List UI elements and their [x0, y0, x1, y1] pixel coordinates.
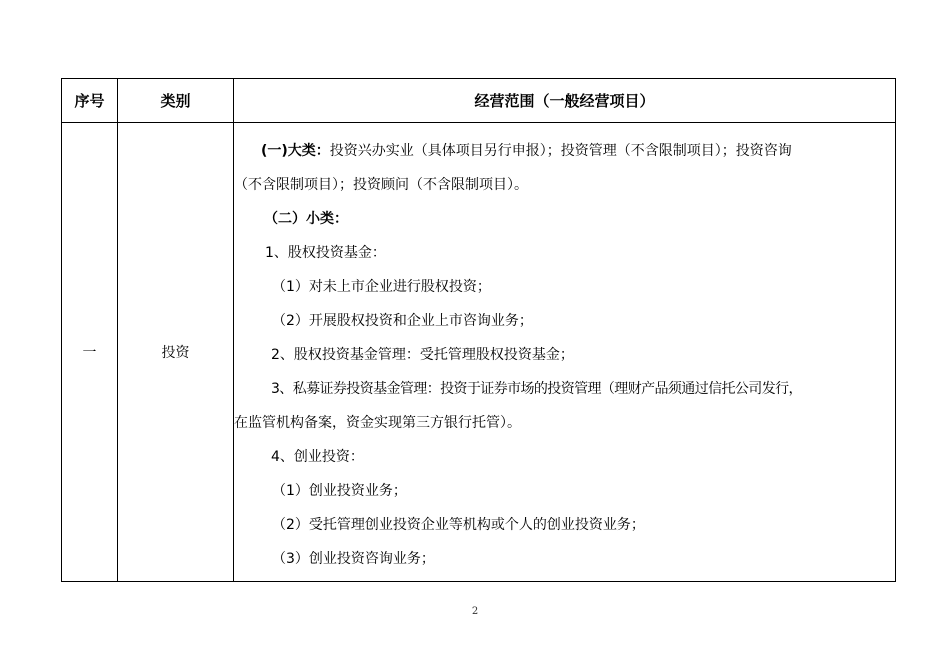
table-header-row	[62, 79, 896, 123]
major-text-line1: 投资兴办实业（具体项目另行申报）；投资管理（不含限制项目）；投资咨询	[329, 142, 792, 159]
item-4: 4、创业投资：	[271, 448, 364, 465]
row-index: 一	[62, 123, 118, 582]
item-3-line-2: 在监管机构备案，资金实现第三方银行托管）。	[234, 414, 521, 431]
major-category-paragraph	[234, 143, 895, 194]
item-2: 2、股权投资基金管理：受托管理股权投资基金；	[271, 346, 574, 363]
header-category: 类别	[118, 79, 234, 123]
business-scope-table	[61, 78, 896, 582]
major-line-1	[234, 143, 895, 160]
item-1: 1、股权投资基金：	[265, 244, 386, 261]
major-label: (一)大类：	[261, 142, 330, 159]
row-scope-content	[234, 123, 896, 582]
major-text-line2: （不含限制项目）；投资顾问（不含限制项目）。	[234, 176, 528, 193]
item-4-sub-2: （2）受托管理创业投资企业等机构或个人的创业投资业务；	[272, 516, 645, 533]
row-category: 投资	[118, 123, 234, 582]
page-number: 2	[471, 606, 479, 617]
table-row	[62, 123, 896, 582]
header-index: 序号	[62, 79, 118, 123]
item-4-sub-1: （1）创业投资业务；	[272, 482, 407, 499]
minor-category-label: （二）小类：	[264, 210, 348, 227]
header-scope: 经营范围（一般经营项目）	[234, 79, 896, 123]
item-3-line-1: 3、私募证券投资基金管理：投资于证券市场的投资管理（理财产品须通过信托公司发行，	[271, 380, 802, 397]
item-1-sub-2: （2）开展股权投资和企业上市咨询业务；	[272, 312, 533, 329]
item-1-sub-1: （1）对未上市企业进行股权投资；	[272, 278, 491, 295]
item-4-sub-3: （3）创业投资咨询业务；	[272, 550, 435, 567]
